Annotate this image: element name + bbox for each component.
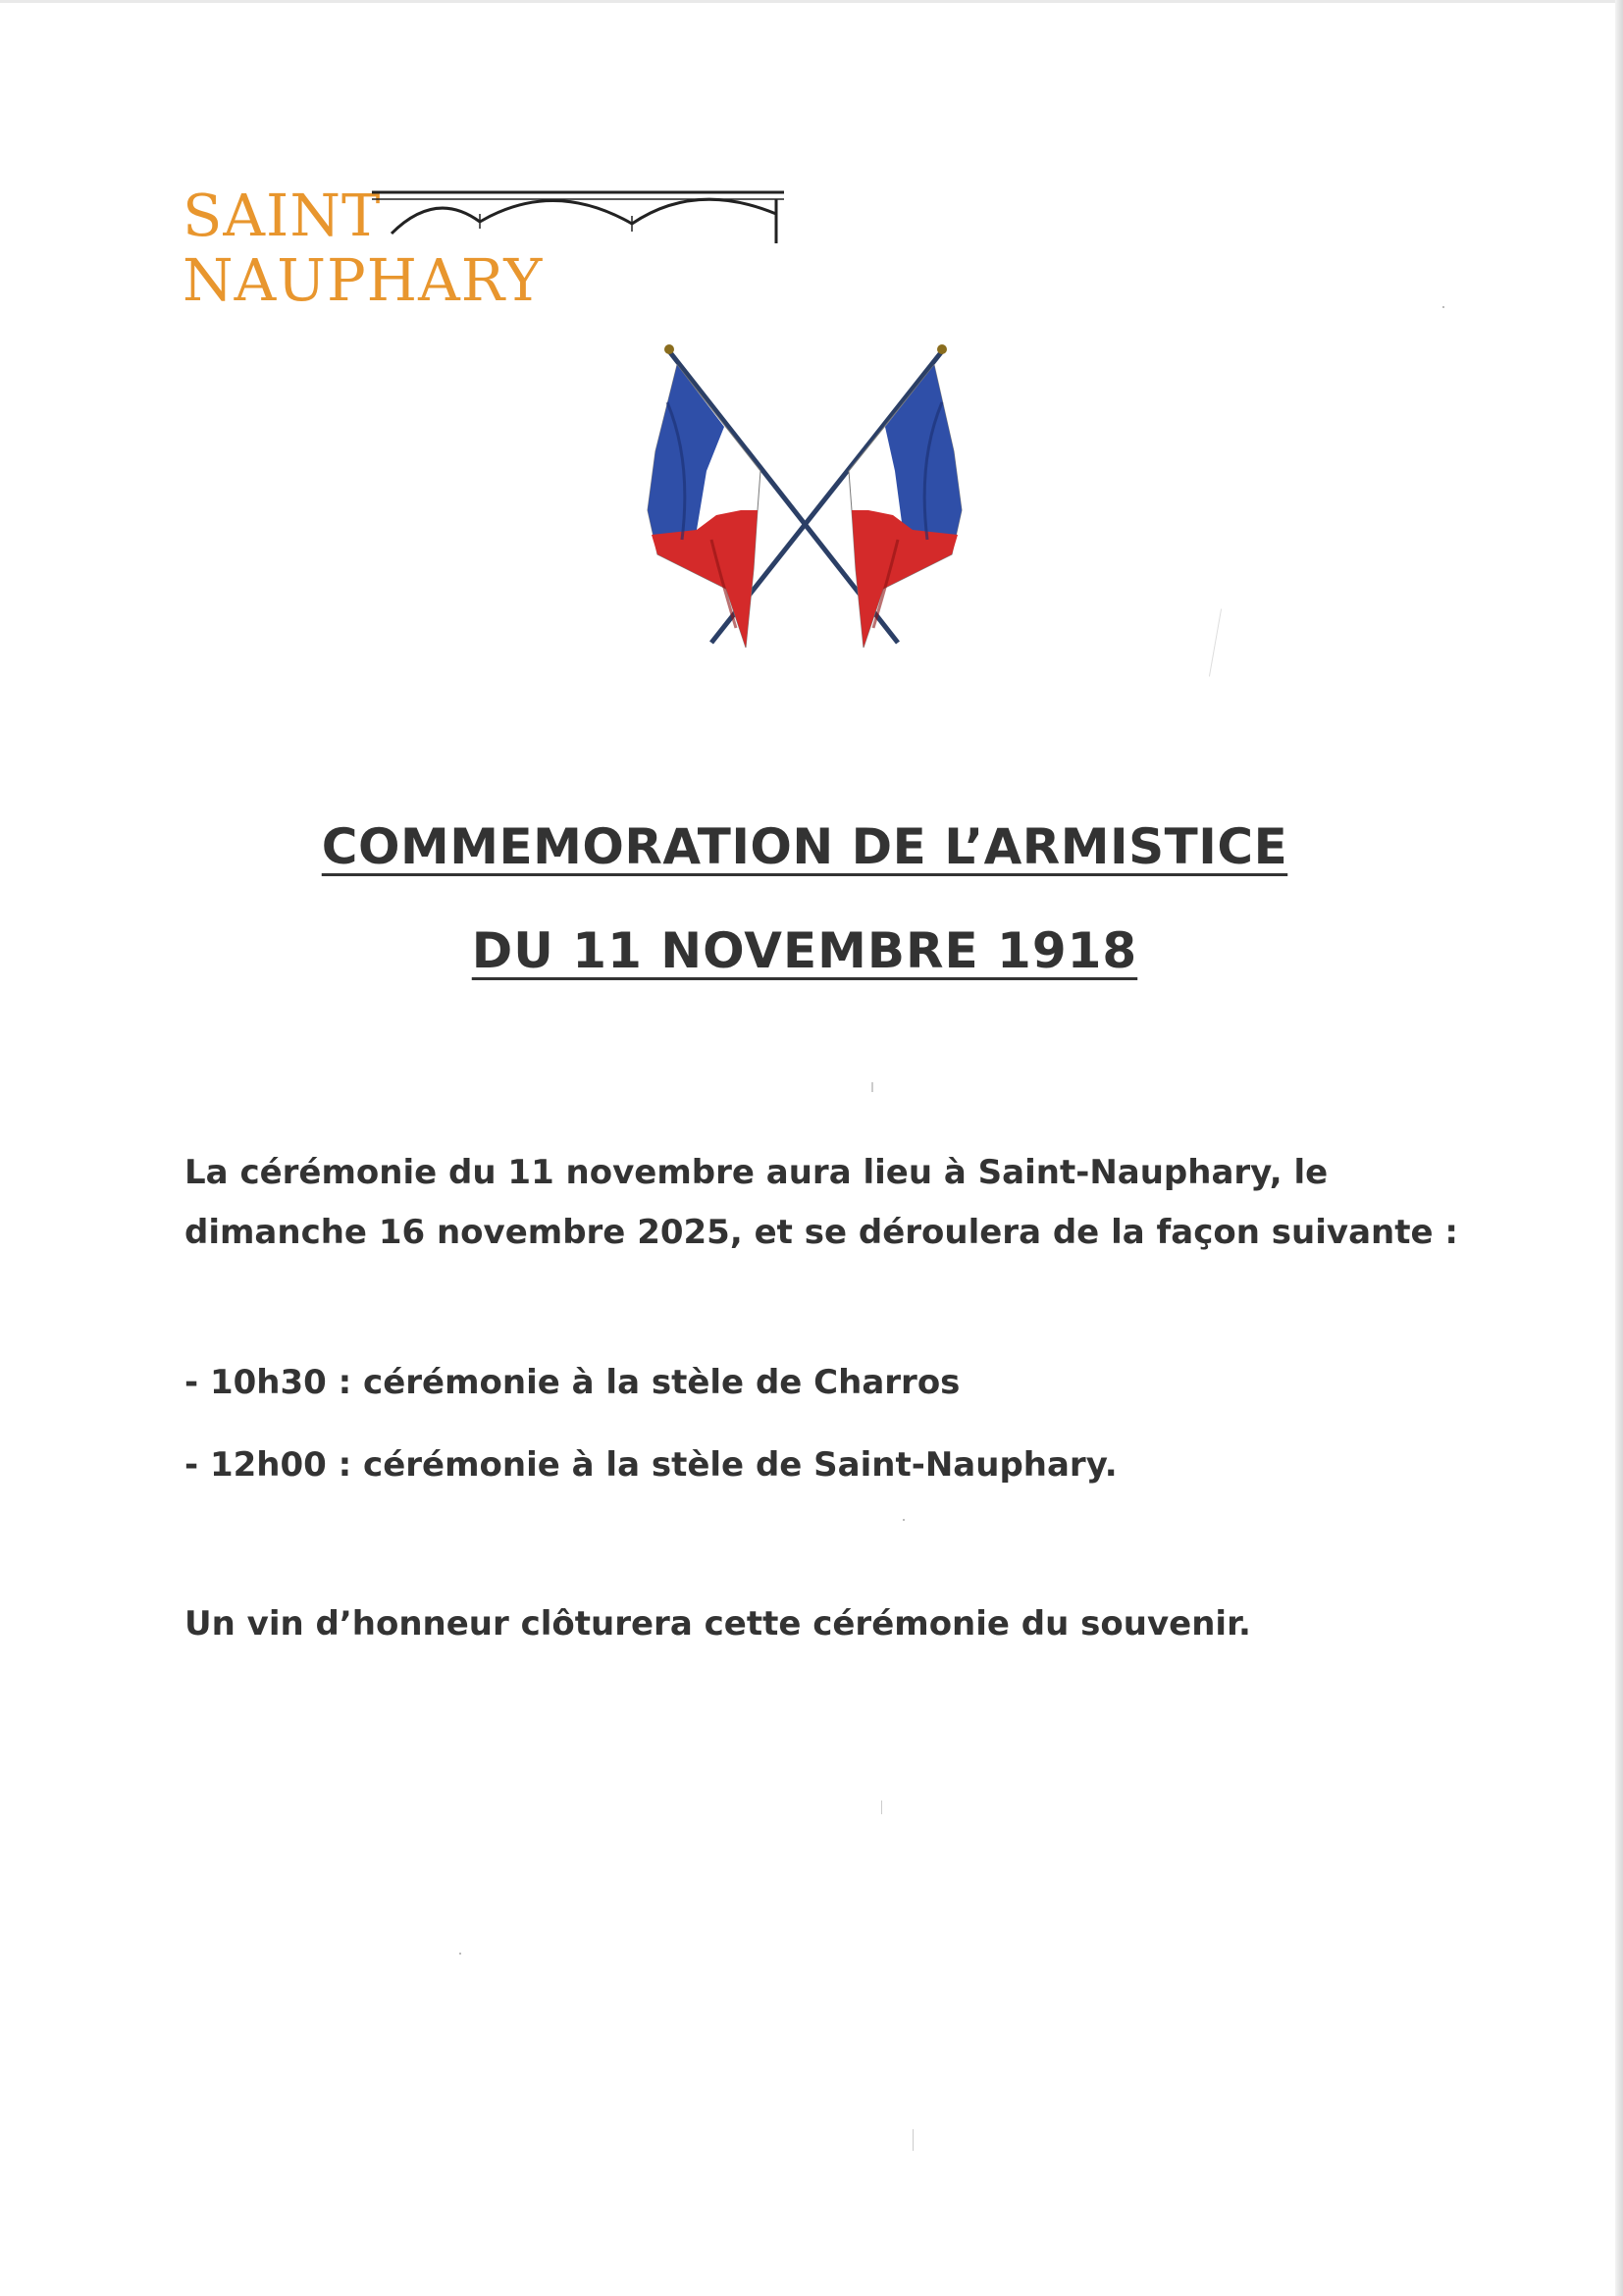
saint-nauphary-logo: [183, 173, 624, 320]
scan-speck: [881, 1800, 882, 1814]
scan-speck: [1209, 608, 1222, 676]
schedule-item: - 10h30 : cérémonie à la stèle de Charros: [184, 1363, 961, 1402]
scan-edge-top: [0, 0, 1623, 3]
scan-speck: [1442, 306, 1444, 308]
scan-speck: [913, 2129, 914, 2151]
page-title-line-1: COMMEMORATION DE L’ARMISTICE: [321, 818, 1288, 875]
logo-line-1: SAINT: [183, 182, 382, 249]
logo-line-2: NAUPHARY: [183, 246, 544, 314]
intro-paragraph: La cérémonie du 11 novembre aura lieu à Saint-Nauphary, le dimanche 16 novembre 2025, et se déroulera de la façon suivante :: [184, 1153, 1458, 1252]
crossed-french-flags-icon: [638, 343, 971, 657]
scan-speck: [903, 1519, 905, 1521]
schedule-item: - 12h00 : cérémonie à la stèle de Saint-Nauphary.: [184, 1445, 1118, 1485]
bridge-arches-icon: [372, 184, 784, 253]
scan-speck: [459, 1953, 461, 1955]
scan-edge-right: [1615, 0, 1623, 2296]
scan-speck: [871, 1082, 873, 1092]
closing-paragraph: Un vin d’honneur clôturera cette cérémonie du souvenir.: [184, 1604, 1251, 1644]
page-title-line-2: DU 11 NOVEMBRE 1918: [471, 922, 1138, 979]
